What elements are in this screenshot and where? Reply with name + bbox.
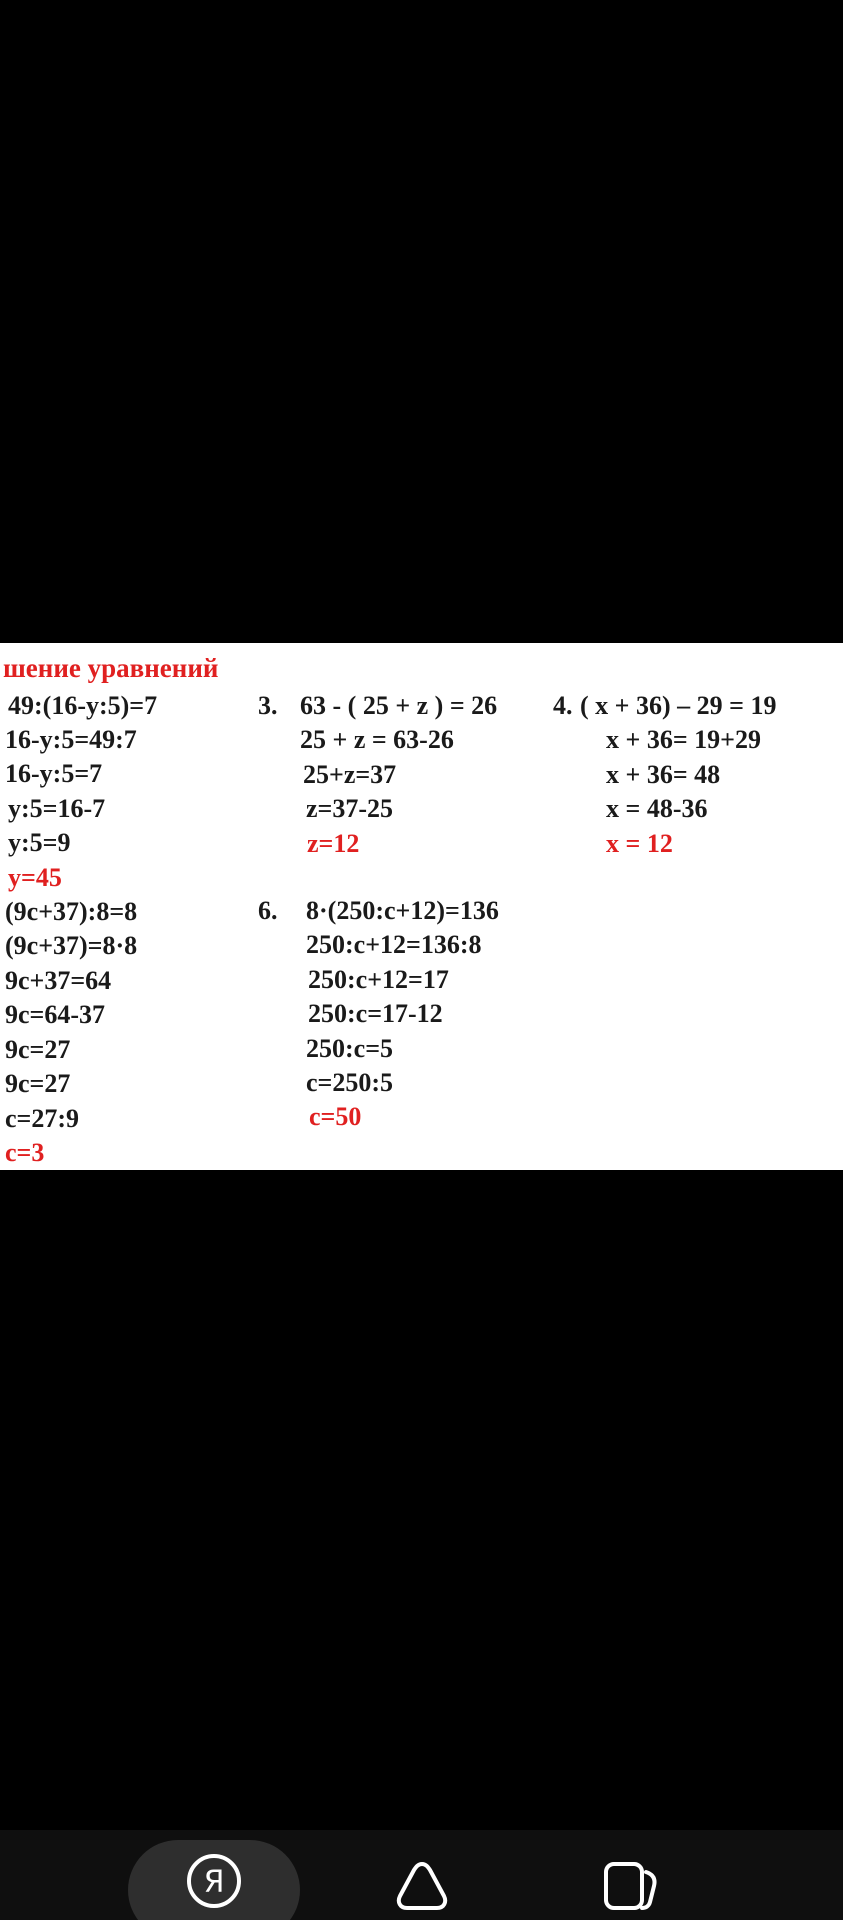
task4-line: ( x + 36) – 29 = 19 xyxy=(580,691,777,720)
task-6-number: 6. xyxy=(258,896,278,925)
col1-line: 16-y:5=7 xyxy=(5,759,103,788)
task6-line: 8·(250:c+12)=136 xyxy=(306,896,499,925)
task6-line: c=50 xyxy=(309,1102,362,1132)
yandex-icon xyxy=(185,1852,243,1910)
task4-line: x + 36= 48 xyxy=(606,759,721,789)
home-icon[interactable] xyxy=(392,1858,452,1914)
task6-line: c=250:5 xyxy=(306,1068,394,1097)
task6-line: 250:c+12=17 xyxy=(308,964,449,994)
yandex-button[interactable] xyxy=(128,1840,300,1920)
col1-line: y:5=9 xyxy=(8,828,71,857)
col1-line: 16-y:5=49:7 xyxy=(5,725,137,754)
col1-line: 9c=64-37 xyxy=(5,1000,106,1029)
col1-line: c=3 xyxy=(5,1138,45,1167)
task4-line: x = 12 xyxy=(606,828,673,858)
system-navigation-bar xyxy=(0,1830,843,1920)
task4-line: x + 36= 19+29 xyxy=(606,725,761,755)
recents-icon[interactable] xyxy=(600,1858,662,1916)
col1-line: (9c+37)=8·8 xyxy=(5,931,138,960)
task3-line: 63 - ( 25 + z ) = 26 xyxy=(300,691,498,720)
worksheet-photo xyxy=(0,643,843,1170)
col1-line: (9c+37):8=8 xyxy=(5,897,138,926)
col1-line: y=45 xyxy=(8,863,62,892)
task3-line: 25+z=37 xyxy=(303,759,397,789)
task-3-number: 3. xyxy=(258,691,278,720)
col1-line: 49:(16-y:5)=7 xyxy=(8,691,158,720)
task3-line: z=37-25 xyxy=(306,794,394,824)
svg-text:Я: Я xyxy=(203,1865,225,1900)
task3-line: z=12 xyxy=(307,828,360,858)
task6-line: 250:c=17-12 xyxy=(308,999,443,1029)
col1-line: 9c+37=64 xyxy=(5,966,112,995)
col1-line: 9c=27 xyxy=(5,1069,71,1098)
task4-line: x = 48-36 xyxy=(606,794,708,824)
worksheet-title: шение уравнений xyxy=(3,653,219,683)
task6-line: 250:c+12=136:8 xyxy=(306,930,482,960)
task3-line: 25 + z = 63-26 xyxy=(300,725,454,755)
task6-line: 250:c=5 xyxy=(306,1033,394,1063)
task-4-number: 4. xyxy=(553,691,573,720)
col1-line: 9c=27 xyxy=(5,1035,71,1064)
col1-line: y:5=16-7 xyxy=(8,794,106,823)
col1-line: c=27:9 xyxy=(5,1104,80,1133)
